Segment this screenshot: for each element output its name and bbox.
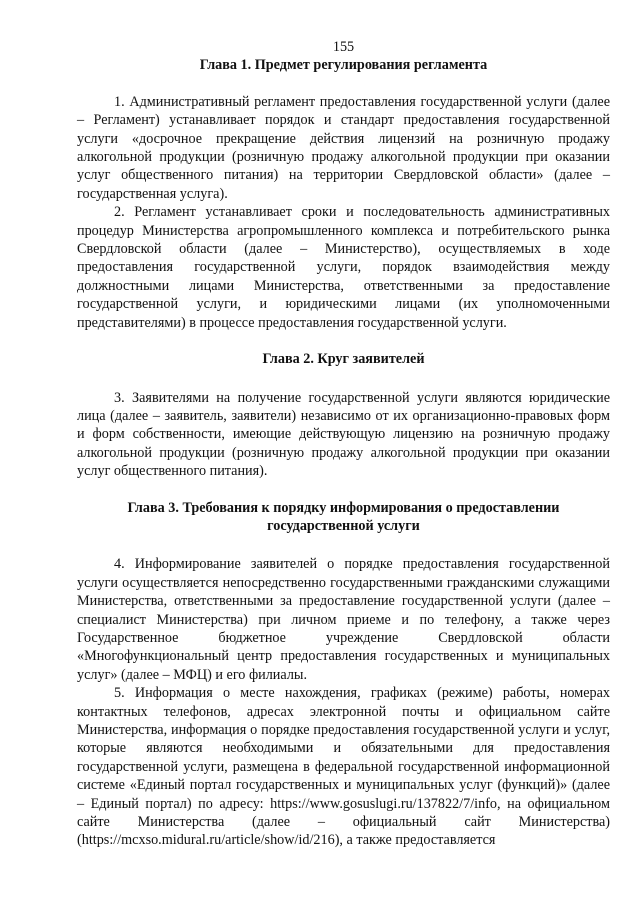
paragraph-1: 1. Административный регламент предоставления государственной услуги (далее – Регламент) устанавливает порядок и стандарт предоставления государственной услуги «досрочное прекращение действия лицензий на розничную продажу алкогольной продукции (розничную продажу алкогольной продукции при оказании услуг общественного питания) на территории Свердловской области» (далее – государственная услуга). <box>77 93 610 202</box>
chapter-3-heading <box>77 499 610 536</box>
paragraph-3: 3. Заявителями на получение государственной услуги являются юридические лица (далее – заявитель, заявители) независимо от их организационно-правовых форм и форм собственности, имеющие действующую лицензию на розничную продажу алкогольной продукции (розничную продажу алкогольной продукции при оказании услуг общественного питания). <box>77 389 610 480</box>
page-number: 155 <box>332 39 355 55</box>
chapter-2-heading: Глава 2. Круг заявителей <box>262 351 425 368</box>
chapter-3-heading-line-2: государственной услуги <box>267 517 420 534</box>
paragraph-4: 4. Информирование заявителей о порядке предоставления государственной услуги осуществляется непосредственно государственными гражданскими служащими Министерства, ответственными за предоставление государственной услуги (далее – специалист Министерства) при личном приеме и по телефону, а также через Государственное бюджетное учреждение Свердловской области «Многофункциональный центр предоставления государственных и муниципальных услуг» (далее – МФЦ) и его филиалы. <box>77 556 610 683</box>
chapter-3-heading-line-1: Глава 3. Требования к порядку информирования о предоставлении <box>127 499 560 516</box>
chapter-1-heading: Глава 1. Предмет регулирования регламента <box>199 57 488 74</box>
paragraph-2: 2. Регламент устанавливает сроки и последовательность административных процедур Министерства агропромышленного комплекса и потребительского рынка Свердловской области (далее – Министерство), осуществляемых в ходе предоставления государственной услуги, порядок взаимодействия между должностными лицами Министерства, ответственными за предоставление государственной услуги, и юридическими лицами (их уполномоченными представителями) в процессе предоставления государственной услуги. <box>77 204 610 331</box>
paragraph-5: 5. Информация о месте нахождения, графиках (режиме) работы, номерах контактных телефонов, адресах электронной почты и официальном сайте Министерства, информация о порядке предоставления государственной услуги и услуг, которые являются необходимыми и обязательными для предоставления государственной услуги, размещена в федеральной государственной информационной системе «Единый портал государственных и муниципальных услуг (функций)» (далее – Единый портал) по адресу: https://www.gosuslugi.ru/137822/7/info, на официальном сайте Министерства (далее – официальный сайт Министерства) (https://mcxso.midural.ru/article/show/id/216), а также предоставляется <box>77 685 610 849</box>
